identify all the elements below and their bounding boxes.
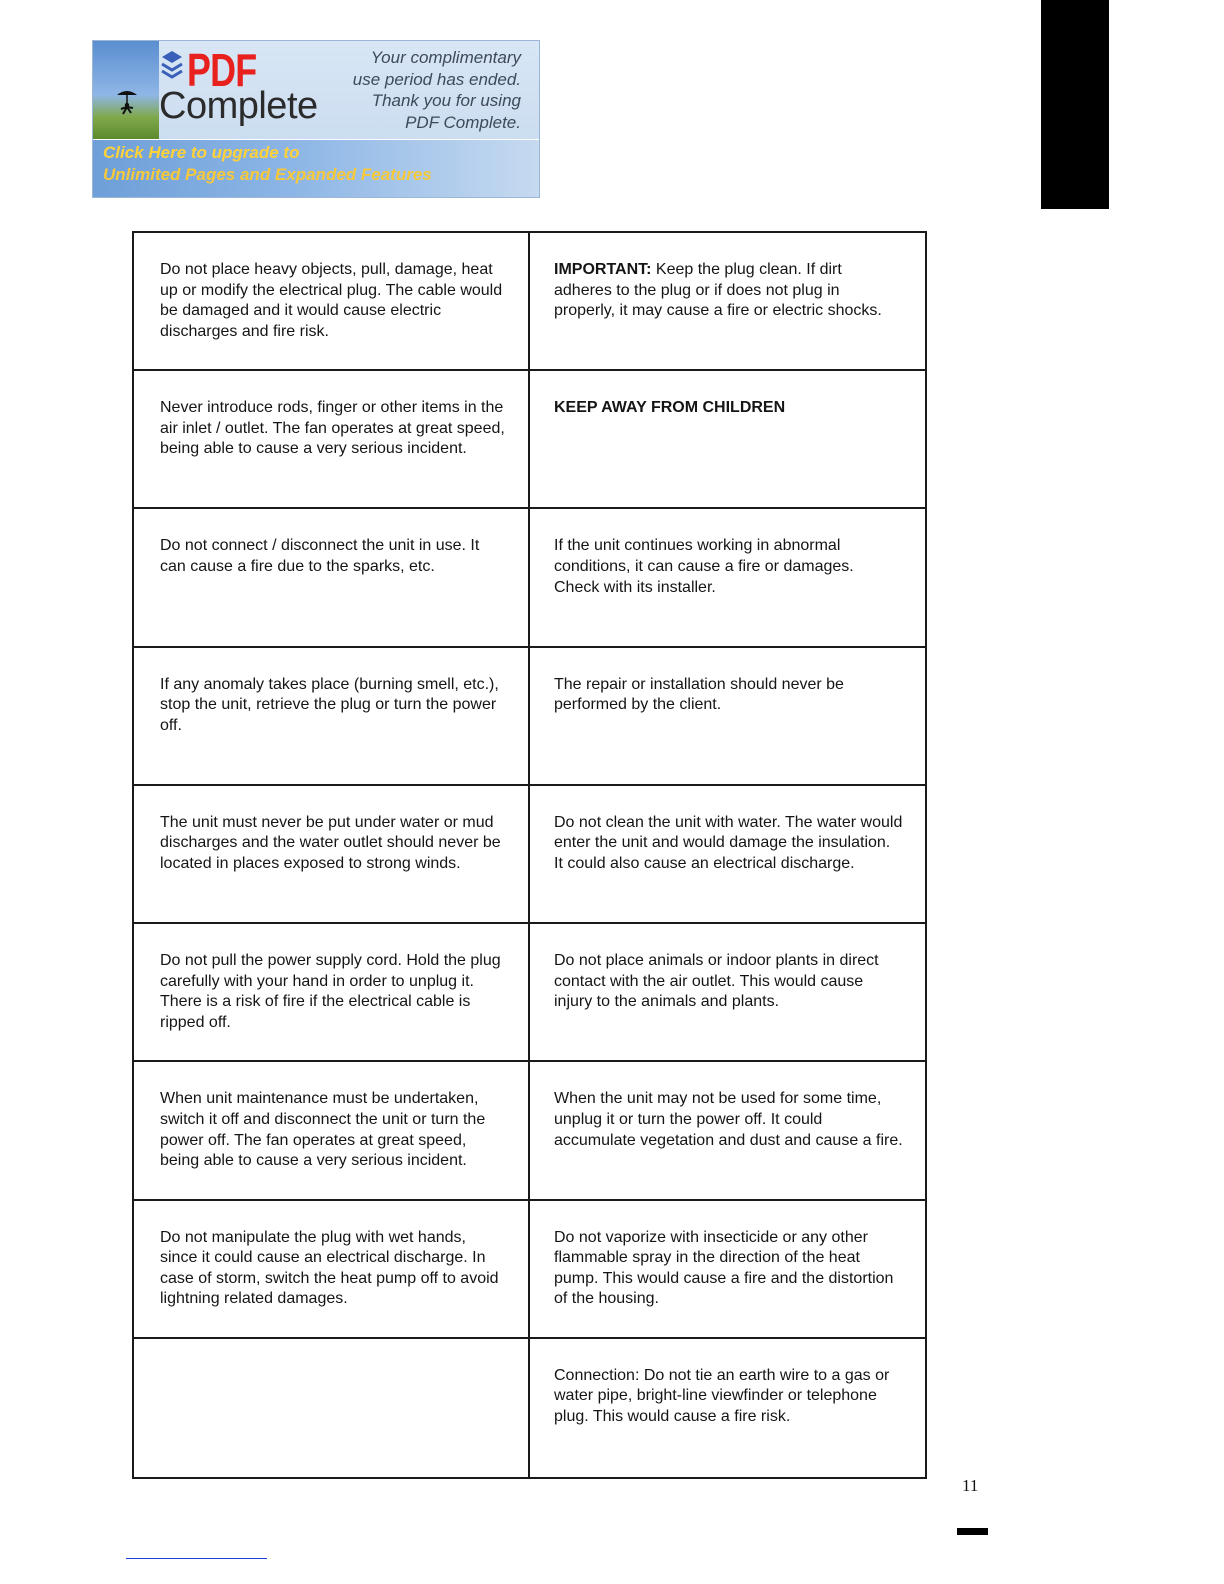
table-cell [134, 1201, 530, 1339]
upgrade-link-area[interactable] [93, 139, 539, 198]
table-cell [530, 924, 925, 1062]
cell-text: The unit must never be put under water or mud discharges and the water outlet should never be located in places exposed to strong winds. [160, 813, 501, 873]
page-marker [957, 1528, 988, 1535]
table-cell [134, 786, 530, 924]
layers-icon [159, 51, 185, 81]
cell-text: Do not manipulate the plug with wet hands, since it could cause an electrical discharge. In case of storm, switch the heat pump off to avoid lightning related damages. [160, 1228, 499, 1308]
cell-text: Keep the plug clean. If dirt adheres to the plug or if does not plug in properly, it may cause a fire or electric shocks. [554, 261, 882, 320]
cell-text: If any anomaly takes place (burning smell, etc.), stop the unit, retrieve the plug or turn the power off. [160, 675, 499, 734]
page-number: 11 [962, 1476, 979, 1495]
table-cell [530, 233, 925, 371]
table-cell [530, 1201, 925, 1339]
table-cell [530, 648, 925, 786]
umbrella-figure-icon [113, 87, 141, 121]
table-cell [530, 371, 925, 509]
cell-bold-text: KEEP AWAY FROM CHILDREN [554, 399, 786, 417]
table-cell [530, 786, 925, 924]
cell-text: Do not place animals or indoor plants in direct contact with the air outlet. This would cause injury to the animals and plants. [554, 952, 879, 1011]
table-cell [134, 648, 530, 786]
cell-text: Connection: Do not tie an earth wire to a gas or water pipe, bright-line viewfinder or telephone plug. This would cause a fire risk. [554, 1366, 890, 1425]
banner-photo [93, 41, 159, 139]
table-cell [134, 509, 530, 647]
banner-message-line: use period has ended. [352, 69, 521, 89]
banner-message-line: Your complimentary [370, 48, 521, 67]
cell-text: If the unit continues working in abnormal conditions, it can cause a fire or damages. Check with its installer. [554, 537, 854, 596]
table-cell [530, 1062, 925, 1200]
table-cell [530, 509, 925, 647]
table-cell [134, 371, 530, 509]
cell-text: Do not pull the power supply cord. Hold the plug carefully with your hand in order to unplug it. There is a risk of fire if the electrical cable is ripped off. [160, 952, 501, 1031]
upgrade-link[interactable] [103, 142, 432, 186]
cell-text: When the unit may not be used for some time, unplug it or turn the power off. It could accumulate vegetation and dust and cause a fire. [554, 1090, 903, 1149]
cell-bold-text: IMPORTANT: [554, 261, 652, 278]
cell-text: Never introduce rods, finger or other items in the air inlet / outlet. The fan operates at great speed, being able to cause a very serious incident. [160, 399, 505, 458]
upgrade-link-line1[interactable]: Click Here to upgrade to [103, 143, 300, 162]
logo-complete-text: Complete [159, 85, 318, 127]
logo-pdf-text: PDF [187, 44, 257, 96]
table-cell [530, 1339, 925, 1477]
upgrade-link-line2[interactable]: Unlimited Pages and Expanded Features [103, 165, 432, 184]
safety-warnings-table [132, 231, 927, 1479]
banner-message [321, 47, 521, 133]
table-cell [134, 924, 530, 1062]
cell-text: When unit maintenance must be undertaken, switch it off and disconnect the unit or turn the power off. The fan operates at great speed, being able to cause a very serious incident. [160, 1090, 486, 1170]
banner-message-line: PDF Complete. [405, 112, 521, 132]
cell-text: Do not place heavy objects, pull, damage, heat up or modify the electrical plug. The cable would be damaged and it would cause electric discharges and fire risk. [160, 261, 503, 340]
cell-text: Do not connect / disconnect the unit in use. It can cause a fire due to the sparks, etc. [160, 537, 480, 576]
table-cell [134, 1339, 530, 1477]
footer-link-underline[interactable] [126, 1558, 267, 1559]
banner-message-line: Thank you for using [371, 91, 521, 110]
cell-text: Do not clean the unit with water. The water would enter the unit and would damage the insulation. It could also cause an electrical discharge. [554, 813, 903, 873]
black-side-bar [1041, 0, 1109, 209]
cell-text: The repair or installation should never be performed by the client. [554, 675, 844, 714]
table-cell [134, 233, 530, 371]
cell-text: Do not vaporize with insecticide or any other flammable spray in the direction of the heat pump. This would cause a fire and the distortion of the housing. [554, 1228, 894, 1308]
table-cell [134, 1062, 530, 1200]
upgrade-banner[interactable] [92, 40, 540, 198]
